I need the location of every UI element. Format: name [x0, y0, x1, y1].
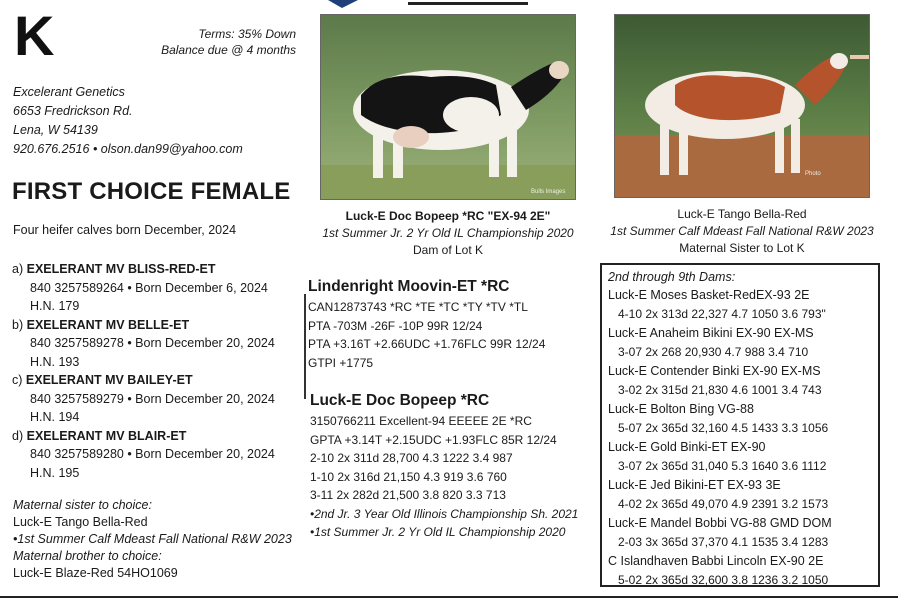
consignor-name: Excelerant Genetics — [13, 85, 125, 99]
ancestor-record: 3-07 2x 365d 31,040 5.3 1640 3.6 1112 — [618, 459, 827, 473]
dams-title: 2nd through 9th Dams: — [608, 270, 736, 284]
header-logo-fragment — [318, 0, 568, 8]
calf-herd-number: H.N. 194 — [30, 410, 80, 424]
calf-name: EXELERANT MV BELLE-ET — [26, 317, 190, 332]
ancestor-name: Luck-E Contender Binki EX-90 EX-MS — [608, 364, 821, 378]
lot-letter: K — [14, 4, 55, 67]
calf-item: d) EXELERANT MV BLAIR-ET 840 3257589280 • Born December 20, 2024 H.N. 195 — [12, 427, 312, 483]
calf-registration: 840 3257589278 • Born December 20, 2024 — [30, 336, 275, 350]
consignor-address — [13, 83, 243, 159]
lot-subtitle: Four heifer calves born December, 2024 — [13, 223, 237, 237]
calf-herd-number: H.N. 195 — [30, 465, 80, 480]
dam-photo — [320, 14, 576, 200]
sister-photo-name: Luck-E Tango Bella-Red — [677, 207, 807, 221]
calf-list — [12, 260, 312, 482]
calf-herd-number: H.N. 193 — [30, 354, 80, 369]
consignor-city: Lena, W 54139 — [13, 123, 98, 137]
svg-text:Bulls Images: Bulls Images — [531, 189, 566, 195]
lot-title: FIRST CHOICE FEMALE — [12, 178, 291, 205]
dam-award: •2nd Jr. 3 Year Old Illinois Championship Sh. 2021 — [310, 506, 579, 521]
sire-name: Lindenright Moovin-ET *RC — [308, 278, 510, 295]
ancestor-record: 2-03 3x 365d 37,370 4.1 1535 3.4 1283 — [618, 535, 829, 549]
maternal-brother-name: Luck-E Blaze-Red 54HO1069 — [13, 566, 178, 580]
consignor-street: 6653 Fredrickson Rd. — [13, 104, 133, 118]
red-white-cow-image — [615, 15, 869, 197]
ancestor-record: 3-07 2x 268 20,930 4.7 988 3.4 710 — [618, 345, 809, 359]
calf-registration: 840 3257589264 • Born December 6, 2024 — [30, 280, 268, 295]
ancestor-record: 4-02 2x 365d 49,070 4.9 2391 3.2 1573 — [618, 497, 829, 511]
calf-name: EXELERANT MV BLISS-RED-ET — [26, 262, 216, 276]
ancestor-name: C Islandhaven Babbi Lincoln EX-90 2E — [608, 554, 824, 568]
svg-text:Photo: Photo — [805, 171, 821, 177]
maternal-relatives: Maternal sister to choice: Luck-E Tango Bella-Red •1st Summer Calf Mdeast Fall National R&W 2023 Maternal brother to choice: Luck-E Blaze-Red 54HO1069 — [13, 497, 303, 582]
dam-record: 2-10 2x 311d 28,700 4.3 1222 3.4 987 — [310, 451, 513, 465]
sire-divider — [304, 294, 306, 399]
calf-item: b) EXELERANT MV BELLE-ET 840 3257589278 • Born December 20, 2024 H.N. 193 — [12, 316, 312, 372]
pedigree-dams-box — [600, 263, 880, 587]
sale-terms: Terms: 35% Down Balance due @ 4 months — [161, 27, 296, 57]
dam-record: 3-11 2x 282d 21,500 3.8 820 3.3 713 — [310, 488, 506, 502]
holstein-cow-image — [321, 15, 575, 199]
ancestor-name: Luck-E Moses Basket-RedEX-93 2E — [608, 288, 810, 302]
calf-registration: 840 3257589279 • Born December 20, 2024 — [30, 391, 275, 406]
sister-photo-caption: Luck-E Tango Bella-Red 1st Summer Calf Mdeast Fall National R&W 2023 Maternal Sister to Lot K — [600, 206, 884, 257]
ancestor-record: 3-02 2x 315d 21,830 4.6 1001 3.4 743 — [618, 383, 822, 397]
calf-name: EXELERANT MV BLAIR-ET — [26, 428, 187, 443]
ancestor-record: 5-07 2x 365d 32,160 4.5 1433 3.3 1056 — [618, 421, 829, 435]
sister-photo — [614, 14, 870, 198]
calf-herd-number: H.N. 179 — [30, 299, 80, 313]
dam-name: Luck-E Doc Bopeep *RC — [310, 392, 490, 409]
ancestor-name: Luck-E Bolton Bing VG-88 — [608, 402, 754, 416]
dam-award: •1st Summer Jr. 2 Yr Old IL Championship 2020 — [310, 525, 566, 539]
ancestor-record: 4-10 2x 313d 22,327 4.7 1050 3.6 793" — [618, 307, 826, 321]
ancestor-name: Luck-E Mandel Bobbi VG-88 GMD DOM — [608, 516, 832, 530]
calf-item: a) EXELERANT MV BLISS-RED-ET 840 3257589264 • Born December 6, 2024 H.N. 179 — [12, 260, 312, 316]
dam-record: 1-10 2x 316d 21,150 4.3 919 3.6 760 — [310, 469, 507, 484]
ancestor-name: Luck-E Anaheim Bikini EX-90 EX-MS — [608, 326, 814, 340]
dam-photo-caption: Luck-E Doc Bopeep *RC "EX-94 2E" 1st Summer Jr. 2 Yr Old IL Championship 2020 Dam of Lot K — [306, 208, 590, 259]
maternal-sister-name: Luck-E Tango Bella-Red — [13, 515, 148, 529]
ancestor-name: Luck-E Jed Bikini-ET EX-93 3E — [608, 478, 781, 492]
dam-section: Luck-E Doc Bopeep *RC 3150766211 Excellent-94 EEEEE 2E *RC GPTA +3.14T +2.15UDC +1.93FLC 85R 12/24 2-10 2x 311d 28,700 4.3 1222 3.4 987 1-10 2x 316d 21,150 4.3 919 3.6 760 3-11 2x 282d 21,500 3.8 820 3.3 713 •2nd Jr. 3 Year Old Illinois Championship Sh. 2021 •1st Summer Jr. 2 Yr Old IL Championship 2020 — [310, 390, 595, 542]
calf-item: c) EXELERANT MV BAILEY-ET 840 3257589279 • Born December 20, 2024 H.N. 194 — [12, 371, 312, 427]
bottom-rule — [0, 596, 898, 598]
ancestor-name: Luck-E Gold Binki-ET EX-90 — [608, 440, 766, 454]
ancestor-record: 5-02 2x 365d 32,600 3.8 1236 3.2 1050 — [618, 573, 829, 587]
dam-photo-name: Luck-E Doc Bopeep *RC "EX-94 2E" — [345, 209, 551, 223]
consignor-contact: 920.676.2516 • olson.dan99@yahoo.com — [13, 142, 243, 156]
calf-name: EXELERANT MV BAILEY-ET — [25, 373, 193, 387]
sire-section: Lindenright Moovin-ET *RC CAN12873743 *RC *TE *TC *TY *TV *TL PTA -703M -26F -10P 99R 12/24 PTA +3.16T +2.66UDC +1.76FLC 99R 12/24 GTPI +1775 — [308, 276, 598, 372]
calf-registration: 840 3257589280 • Born December 20, 2024 — [30, 447, 275, 461]
